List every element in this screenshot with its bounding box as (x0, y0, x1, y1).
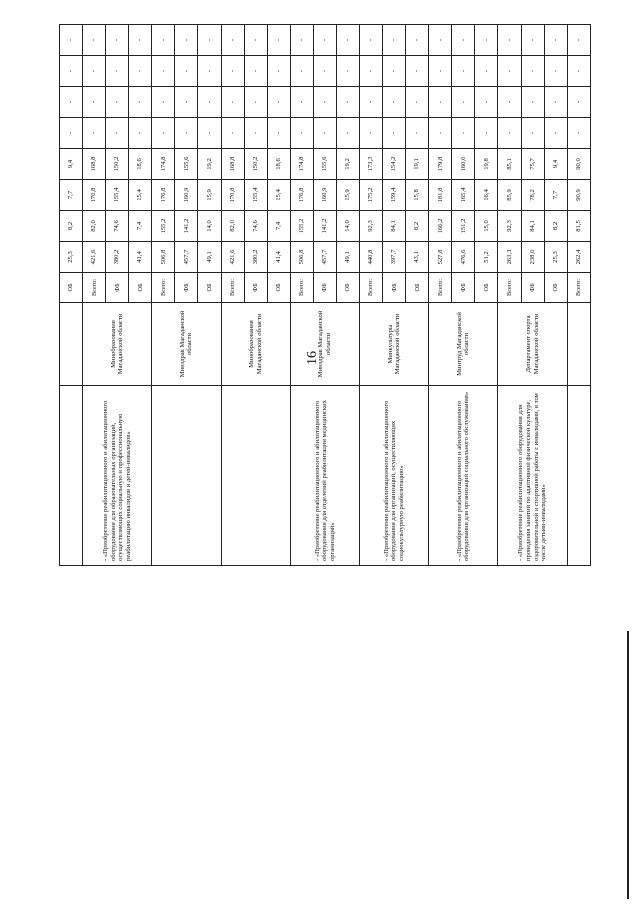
value-cell: - (521, 118, 544, 149)
value-cell: - (429, 25, 452, 56)
value-cell: 170,8 (83, 180, 106, 211)
value-cell: 238,0 (521, 242, 544, 273)
funding-source: ФБ (521, 273, 544, 303)
value-cell: - (521, 87, 544, 118)
value-cell: 15,4 (129, 180, 152, 211)
value-cell: 8,2 (60, 211, 83, 242)
funding-source: Всего: (429, 273, 452, 303)
responsible-org: Минкультуры Магаданской области (360, 303, 429, 386)
value-cell: - (106, 56, 129, 87)
value-cell: 165,4 (452, 180, 475, 211)
value-cell: 150,2 (244, 149, 267, 180)
measure-name: - «Приобретение реабилитационного и абилитационного оборудования для образовательных организаций, осуществляющих социальную и профессиональную реабилитацию инвалидов и детей-инвалидов» (83, 386, 152, 566)
value-cell: - (221, 118, 244, 149)
value-cell: - (383, 25, 406, 56)
value-cell: - (475, 87, 498, 118)
value-cell: - (221, 87, 244, 118)
value-cell: - (544, 87, 567, 118)
value-cell: - (336, 118, 359, 149)
value-cell: - (544, 25, 567, 56)
value-cell: 421,6 (221, 242, 244, 273)
value-cell: - (383, 56, 406, 87)
value-cell: 421,6 (83, 242, 106, 273)
value-cell: - (221, 25, 244, 56)
value-cell: - (567, 87, 590, 118)
measure-name: - «Приобретение реабилитационного и абилитационного оборудования для организаций социального обслуживания» (429, 386, 498, 566)
value-cell: - (60, 87, 83, 118)
value-cell: - (406, 56, 429, 87)
table-row (360, 0, 383, 566)
value-cell: - (313, 25, 336, 56)
value-cell: - (175, 25, 198, 56)
value-cell: 380,2 (244, 242, 267, 273)
value-cell: 9,4 (60, 149, 83, 180)
funding-source: ОБ (267, 273, 290, 303)
value-cell: - (129, 56, 152, 87)
value-cell: - (267, 87, 290, 118)
value-cell: - (452, 87, 475, 118)
value-cell: - (60, 118, 83, 149)
value-cell: 82,0 (221, 211, 244, 242)
value-cell: 160,0 (452, 149, 475, 180)
value-cell: - (521, 25, 544, 56)
value-cell: 155,2 (152, 211, 175, 242)
measure-name: - «Приобретение реабилитационного и абилитационного оборудования для отделений реабилитации медицинских организаций» (290, 386, 359, 566)
value-cell: 74,6 (244, 211, 267, 242)
value-cell: 141,2 (175, 211, 198, 242)
value-cell: 527,8 (429, 242, 452, 273)
value-cell: 457,7 (313, 242, 336, 273)
value-cell: 155,4 (244, 180, 267, 211)
table-row (567, 0, 590, 566)
value-cell: 19,2 (336, 149, 359, 180)
value-cell: 263,3 (498, 242, 521, 273)
value-cell: 155,4 (106, 180, 129, 211)
funding-source: ФБ (175, 273, 198, 303)
value-cell: - (452, 25, 475, 56)
value-cell: 19,2 (198, 149, 221, 180)
table-row (60, 0, 83, 566)
value-cell: - (244, 25, 267, 56)
value-cell: - (129, 25, 152, 56)
funding-source: ОБ (60, 273, 83, 303)
value-cell: 160,9 (313, 180, 336, 211)
value-cell: 85,9 (498, 180, 521, 211)
value-cell: 75,7 (521, 149, 544, 180)
funding-source: ОБ (198, 273, 221, 303)
value-cell: 168,8 (221, 149, 244, 180)
value-cell: 15,8 (406, 180, 429, 211)
value-cell: - (244, 118, 267, 149)
value-cell: 16,4 (475, 180, 498, 211)
value-cell: - (152, 25, 175, 56)
funding-source: ФБ (383, 273, 406, 303)
value-cell: - (498, 87, 521, 118)
value-cell: - (544, 56, 567, 87)
table-row (290, 0, 313, 566)
value-cell: - (475, 118, 498, 149)
footer-rule (627, 631, 629, 899)
value-cell: 14,0 (198, 211, 221, 242)
funding-source: Всего: (498, 273, 521, 303)
value-cell: - (129, 118, 152, 149)
value-cell: 78,2 (521, 180, 544, 211)
value-cell: 176,8 (290, 180, 313, 211)
value-cell: 49,1 (198, 242, 221, 273)
value-cell: - (336, 87, 359, 118)
value-cell: - (360, 118, 383, 149)
responsible-org: Минздрав Магаданской области (152, 303, 221, 386)
value-cell: - (360, 56, 383, 87)
value-cell: - (198, 87, 221, 118)
value-cell: 9,4 (544, 149, 567, 180)
funding-source: ОБ (129, 273, 152, 303)
funding-source: Всего: (152, 273, 175, 303)
value-cell: 15,9 (336, 180, 359, 211)
funding-source: ОБ (544, 273, 567, 303)
value-cell: - (221, 56, 244, 87)
value-cell: - (313, 56, 336, 87)
measure-name (152, 386, 221, 566)
value-cell: 92,3 (360, 211, 383, 242)
funding-source: ОБ (475, 273, 498, 303)
value-cell: - (406, 25, 429, 56)
value-cell: - (106, 87, 129, 118)
value-cell: 155,2 (290, 211, 313, 242)
page-number: 16 (305, 351, 320, 365)
value-cell: 14,0 (336, 211, 359, 242)
funding-source: Всего: (221, 273, 244, 303)
value-cell: - (106, 118, 129, 149)
value-cell: 7,4 (267, 211, 290, 242)
value-cell: - (567, 118, 590, 149)
funding-source: Всего: (290, 273, 313, 303)
table-row (221, 0, 244, 566)
value-cell: 7,7 (60, 180, 83, 211)
value-cell: - (498, 118, 521, 149)
value-cell: 173,3 (360, 149, 383, 180)
value-cell: 506,8 (152, 242, 175, 273)
value-cell: 506,8 (290, 242, 313, 273)
value-cell: - (360, 87, 383, 118)
value-cell: - (290, 56, 313, 87)
value-cell: 18,6 (129, 149, 152, 180)
value-cell: 7,4 (129, 211, 152, 242)
value-cell: - (267, 118, 290, 149)
value-cell: 19,1 (406, 149, 429, 180)
value-cell: 18,6 (267, 149, 290, 180)
value-cell: - (406, 118, 429, 149)
value-cell: 49,1 (336, 242, 359, 273)
value-cell: - (198, 25, 221, 56)
value-cell: 170,8 (221, 180, 244, 211)
responsible-org (567, 303, 590, 386)
value-cell: - (406, 87, 429, 118)
funding-source: ФБ (313, 273, 336, 303)
table-row (83, 0, 106, 566)
value-cell: - (175, 118, 198, 149)
value-cell: 397,7 (383, 242, 406, 273)
value-cell: - (175, 87, 198, 118)
value-cell: 82,0 (83, 211, 106, 242)
funding-source: ФБ (452, 273, 475, 303)
value-cell: 41,4 (267, 242, 290, 273)
measure-name (567, 386, 590, 566)
value-cell: 92,3 (498, 211, 521, 242)
funding-source: Всего: (360, 273, 383, 303)
value-cell: - (567, 56, 590, 87)
value-cell: - (129, 87, 152, 118)
value-cell: - (313, 87, 336, 118)
value-cell: 380,2 (106, 242, 129, 273)
value-cell: - (336, 56, 359, 87)
value-cell: 74,6 (106, 211, 129, 242)
responsible-org: Минздрав Магаданской области (290, 303, 359, 386)
value-cell: - (244, 87, 267, 118)
funding-source: ОБ (406, 273, 429, 303)
value-cell: 179,8 (429, 149, 452, 180)
value-cell: - (498, 56, 521, 87)
value-cell: 181,8 (429, 180, 452, 211)
value-cell: - (498, 25, 521, 56)
value-cell: 155,6 (313, 149, 336, 180)
responsible-org (60, 303, 83, 386)
responsible-org: Минтруд Магаданской области (429, 303, 498, 386)
value-cell: - (452, 56, 475, 87)
value-cell: 174,8 (152, 149, 175, 180)
value-cell: - (267, 56, 290, 87)
value-cell: - (198, 118, 221, 149)
value-cell: - (244, 56, 267, 87)
value-cell: - (475, 25, 498, 56)
value-cell: 154,2 (383, 149, 406, 180)
value-cell: - (521, 56, 544, 87)
value-cell: 15,4 (267, 180, 290, 211)
funding-source: ФБ (106, 273, 129, 303)
value-cell: 41,4 (129, 242, 152, 273)
value-cell: - (60, 25, 83, 56)
measure-name: - «Приобретение реабилитационного оборудования для проведения занятий по адаптивной физической культуре, оздоровительной и спортивной работы с инвалидами, в том числе детьми-инвалидами» (498, 386, 567, 566)
value-cell: 25,3 (60, 242, 83, 273)
value-cell: 25,3 (544, 242, 567, 273)
value-cell: - (290, 25, 313, 56)
value-cell: 151,2 (452, 211, 475, 242)
value-cell: - (383, 87, 406, 118)
table-row (152, 0, 175, 566)
table-row (429, 0, 452, 566)
value-cell: - (106, 25, 129, 56)
funding-source: Всего: (567, 273, 590, 303)
value-cell: 8,2 (544, 211, 567, 242)
value-cell: - (383, 118, 406, 149)
value-cell: 168,8 (83, 149, 106, 180)
value-cell: - (429, 87, 452, 118)
value-cell: 19,8 (475, 149, 498, 180)
value-cell: 15,9 (198, 180, 221, 211)
value-cell: 160,9 (175, 180, 198, 211)
value-cell: 457,7 (175, 242, 198, 273)
responsible-org: Минобразования Магаданской области (221, 303, 290, 386)
funding-source: Всего: (83, 273, 106, 303)
value-cell: 175,2 (360, 180, 383, 211)
measure-name: - «Приобретение реабилитационного и абилитационного оборудования для организаций, осуществляющих социокультурную реабилитацию» (360, 386, 429, 566)
value-cell: - (83, 25, 106, 56)
value-cell: - (475, 56, 498, 87)
value-cell: - (175, 56, 198, 87)
value-cell: - (544, 118, 567, 149)
value-cell: - (290, 118, 313, 149)
value-cell: 8,2 (406, 211, 429, 242)
measure-name (60, 386, 83, 566)
value-cell: 15,0 (475, 211, 498, 242)
value-cell: 90,9 (567, 180, 590, 211)
value-cell: 159,4 (383, 180, 406, 211)
value-cell: 84,1 (383, 211, 406, 242)
budget-table (59, 0, 591, 566)
value-cell: - (452, 118, 475, 149)
funding-source: ФБ (244, 273, 267, 303)
value-cell: - (152, 118, 175, 149)
value-cell: - (267, 25, 290, 56)
value-cell: - (152, 87, 175, 118)
value-cell: 84,1 (521, 211, 544, 242)
value-cell: 155,6 (175, 149, 198, 180)
value-cell: 90,0 (567, 149, 590, 180)
value-cell: 81,5 (567, 211, 590, 242)
responsible-org: Минобразования Магаданской области (83, 303, 152, 386)
table-row (498, 0, 521, 566)
value-cell: - (313, 118, 336, 149)
value-cell: 174,8 (290, 149, 313, 180)
value-cell: 7,7 (544, 180, 567, 211)
value-cell: - (83, 118, 106, 149)
responsible-org: Департамент спорта Магаданской области (498, 303, 567, 386)
value-cell: 51,2 (475, 242, 498, 273)
value-cell: - (360, 25, 383, 56)
value-cell: - (152, 56, 175, 87)
value-cell: 150,2 (106, 149, 129, 180)
measure-name (221, 386, 290, 566)
value-cell: 262,4 (567, 242, 590, 273)
value-cell: - (198, 56, 221, 87)
value-cell: - (83, 87, 106, 118)
value-cell: - (429, 56, 452, 87)
value-cell: 440,8 (360, 242, 383, 273)
value-cell: - (429, 118, 452, 149)
value-cell: 141,2 (313, 211, 336, 242)
value-cell: 476,6 (452, 242, 475, 273)
value-cell: - (336, 25, 359, 56)
value-cell: - (83, 56, 106, 87)
value-cell: - (290, 87, 313, 118)
value-cell: 85,1 (498, 149, 521, 180)
value-cell: 176,8 (152, 180, 175, 211)
funding-source: ОБ (336, 273, 359, 303)
value-cell: 43,1 (406, 242, 429, 273)
value-cell: 166,2 (429, 211, 452, 242)
value-cell: - (60, 56, 83, 87)
value-cell: - (567, 25, 590, 56)
